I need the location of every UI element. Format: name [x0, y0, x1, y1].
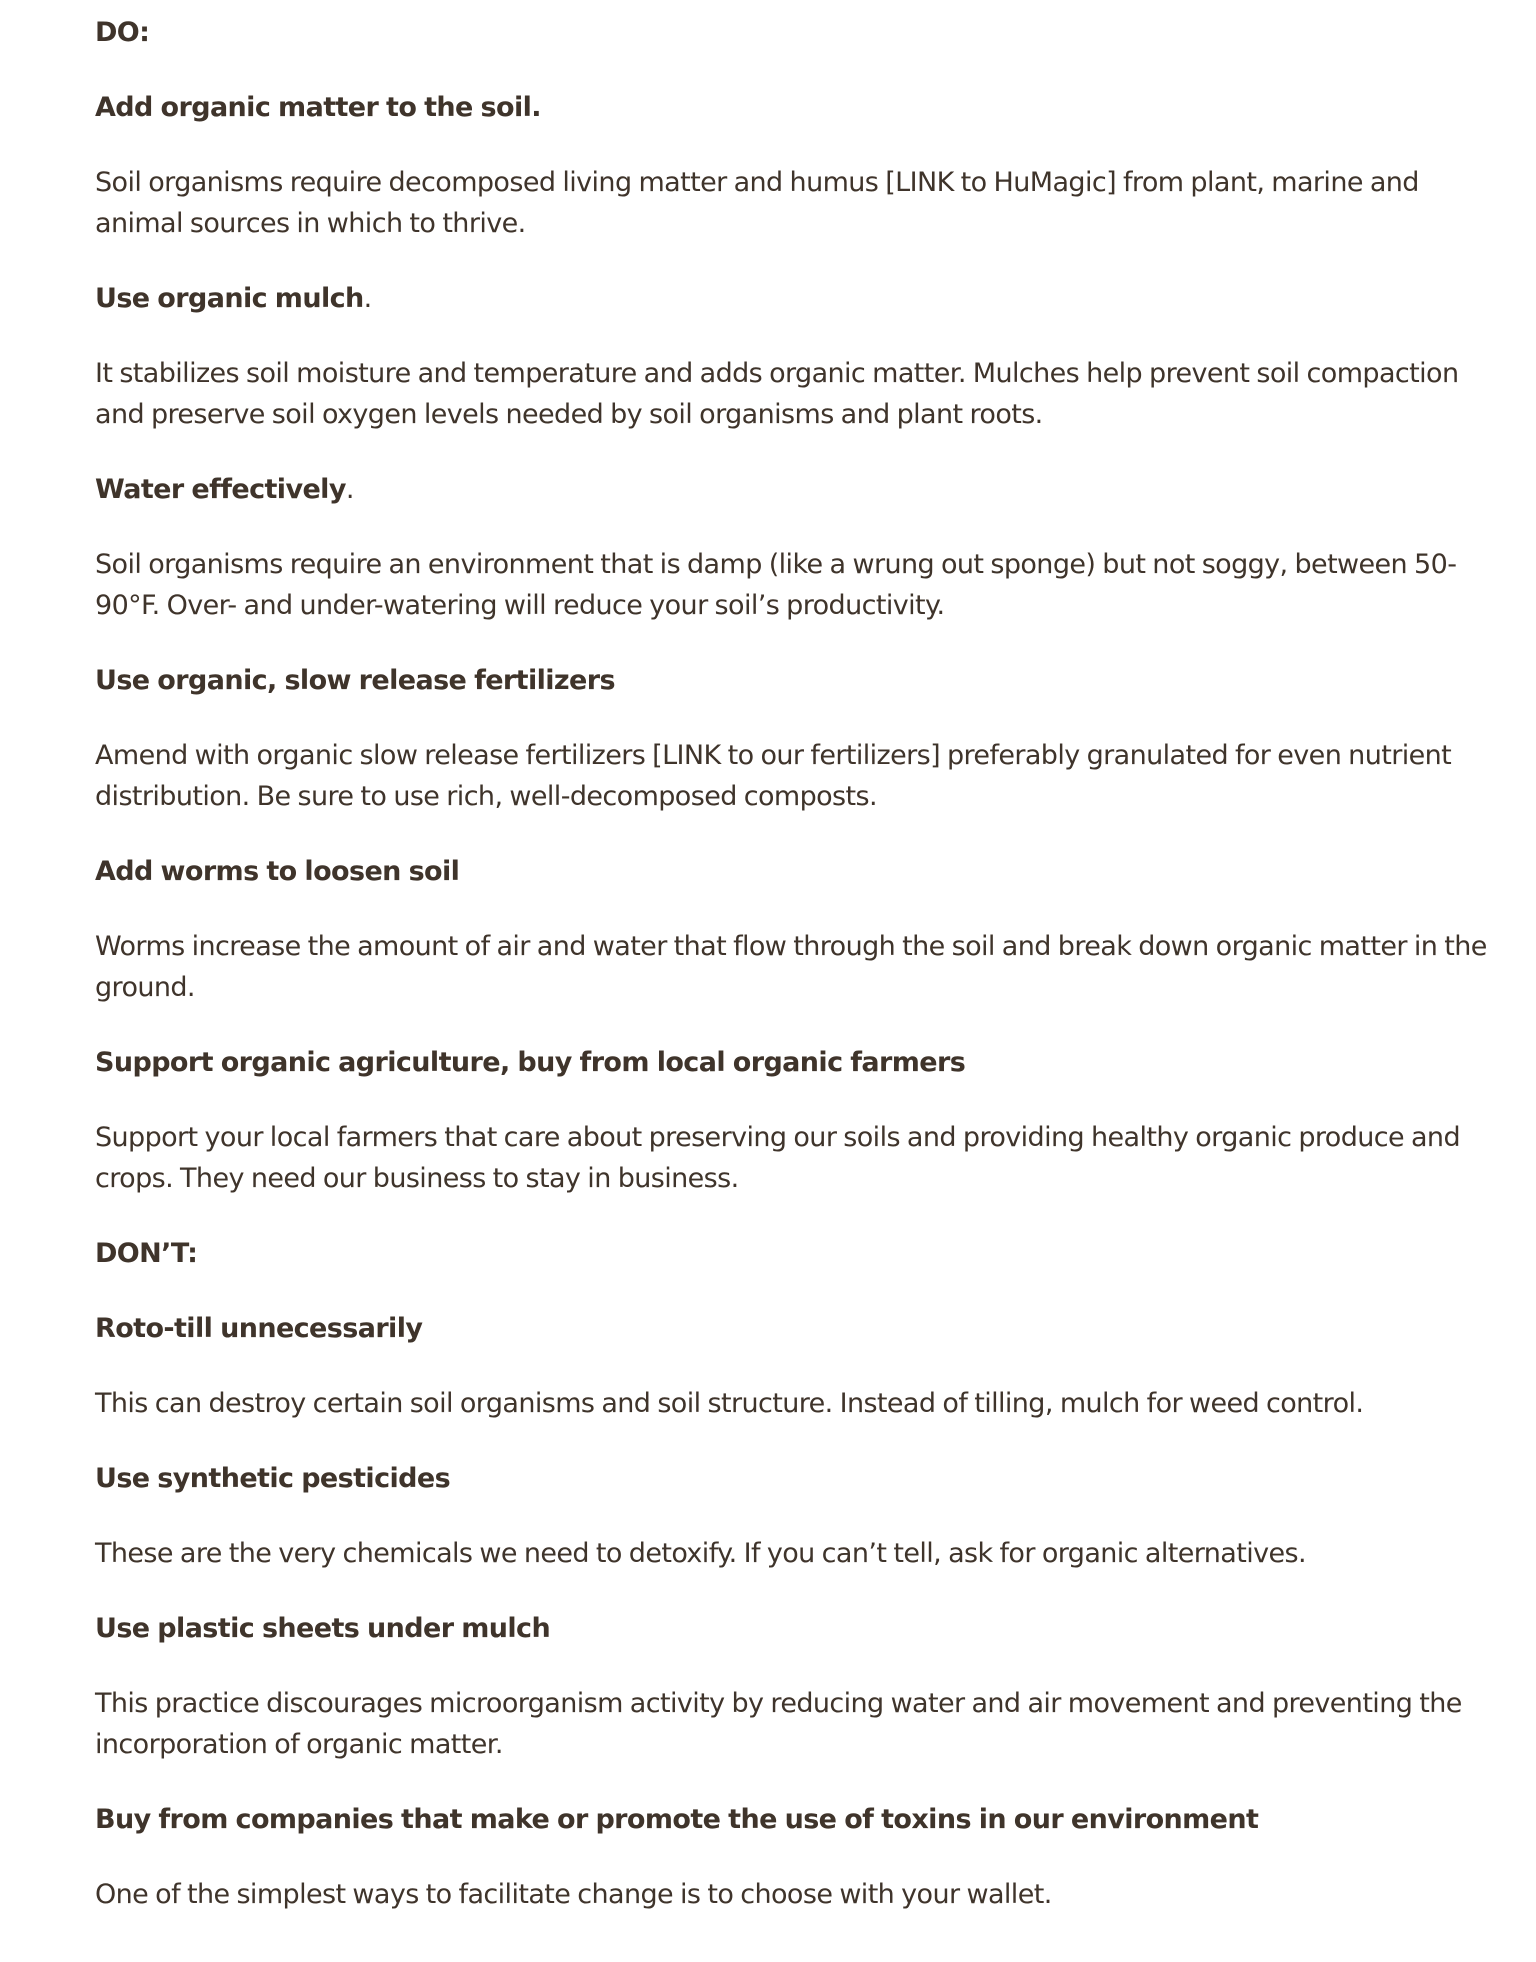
item-title: [95, 1042, 1495, 1083]
spacer: [95, 626, 1495, 660]
item-title-suffix: .: [363, 283, 372, 314]
spacer: [95, 1349, 1495, 1383]
item-title-text: Roto-till unnecessarily: [95, 1313, 423, 1344]
item-title: [95, 87, 1495, 128]
item-title: [95, 469, 1495, 510]
spacer: [95, 1424, 1495, 1458]
item-title-text: Use organic, slow release fertilizers: [95, 665, 615, 696]
item-title-text: Use synthetic pesticides: [95, 1463, 451, 1494]
item-body: One of the simplest ways to facilitate change is to choose with your wallet.: [95, 1879, 1052, 1910]
do-item: [95, 87, 1495, 278]
spacer: [95, 244, 1495, 278]
item-body: Soil organisms require decomposed living matter and humus [LINK to HuMagic] from plant, marine and animal sources in which to thrive.: [95, 167, 1419, 239]
item-body: Soil organisms require an environment that is damp (like a wrung out sponge) but not soggy, between 50-90°F. Over- and under-watering will reduce your soil’s productivity.: [95, 549, 1457, 621]
item-body: Worms increase the amount of air and water that flow through the soil and break down organic matter in the ground.: [95, 931, 1487, 1003]
spacer: [95, 1499, 1495, 1533]
spacer: [95, 510, 1495, 544]
item-title: [95, 1608, 1495, 1649]
item-title-text: Add organic matter to the soil.: [95, 92, 541, 123]
item-title-text: Use organic mulch: [95, 283, 364, 314]
spacer: [95, 128, 1495, 162]
spacer: [95, 1274, 1495, 1308]
item-body: Amend with organic slow release fertilizers [LINK to our fertilizers] preferably granulated for even nutrient distribution. Be sure to use rich, well-decomposed composts.: [95, 740, 1452, 812]
dont-heading: DON’T:: [95, 1238, 198, 1269]
item-title-text: Add worms to loosen soil: [95, 856, 460, 887]
item-title: [95, 851, 1495, 892]
item-title-text: Support organic agriculture, buy from local organic farmers: [95, 1047, 966, 1078]
spacer: [95, 1840, 1495, 1874]
do-item: [95, 278, 1495, 469]
dont-item: [95, 1608, 1495, 1799]
spacer: [95, 1765, 1495, 1799]
do-item: [95, 469, 1495, 660]
item-body: It stabilizes soil moisture and temperature and adds organic matter. Mulches help prevent soil compaction and preserve soil oxygen levels needed by soil organisms and plant roots.: [95, 358, 1459, 430]
item-title-text: Buy from companies that make or promote the use of toxins in our environment: [95, 1804, 1259, 1835]
item-body: This can destroy certain soil organisms and soil structure. Instead of tilling, mulch for weed control.: [95, 1388, 1364, 1419]
spacer: [95, 53, 1495, 87]
article-content: [95, 12, 1495, 1915]
dont-item: [95, 1799, 1495, 1915]
spacer: [95, 701, 1495, 735]
spacer: [95, 319, 1495, 353]
spacer: [95, 1008, 1495, 1042]
dont-item: [95, 1458, 1495, 1608]
do-heading: DO:: [95, 17, 150, 48]
do-item: [95, 851, 1495, 1042]
spacer: [95, 435, 1495, 469]
item-body: Support your local farmers that care about preserving our soils and providing healthy organic produce and crops. They need our business to stay in business.: [95, 1122, 1460, 1194]
item-title: [95, 1458, 1495, 1499]
spacer: [95, 1083, 1495, 1117]
do-item: [95, 660, 1495, 851]
spacer: [95, 892, 1495, 926]
item-title: [95, 660, 1495, 701]
spacer: [95, 1649, 1495, 1683]
item-title-text: Water effectively: [95, 474, 346, 505]
item-body: This practice discourages microorganism activity by reducing water and air movement and preventing the incorporation of organic matter.: [95, 1688, 1462, 1760]
item-body: These are the very chemicals we need to detoxify. If you can’t tell, ask for organic alternatives.: [95, 1538, 1306, 1569]
item-title-suffix: .: [345, 474, 354, 505]
dont-item: [95, 1308, 1495, 1458]
spacer: [95, 817, 1495, 851]
item-title: [95, 1308, 1495, 1349]
item-title: [95, 1799, 1495, 1840]
spacer: [95, 1574, 1495, 1608]
spacer: [95, 1199, 1495, 1233]
item-title: [95, 278, 1495, 319]
item-title-text: Use plastic sheets under mulch: [95, 1613, 551, 1644]
do-item: [95, 1042, 1495, 1233]
